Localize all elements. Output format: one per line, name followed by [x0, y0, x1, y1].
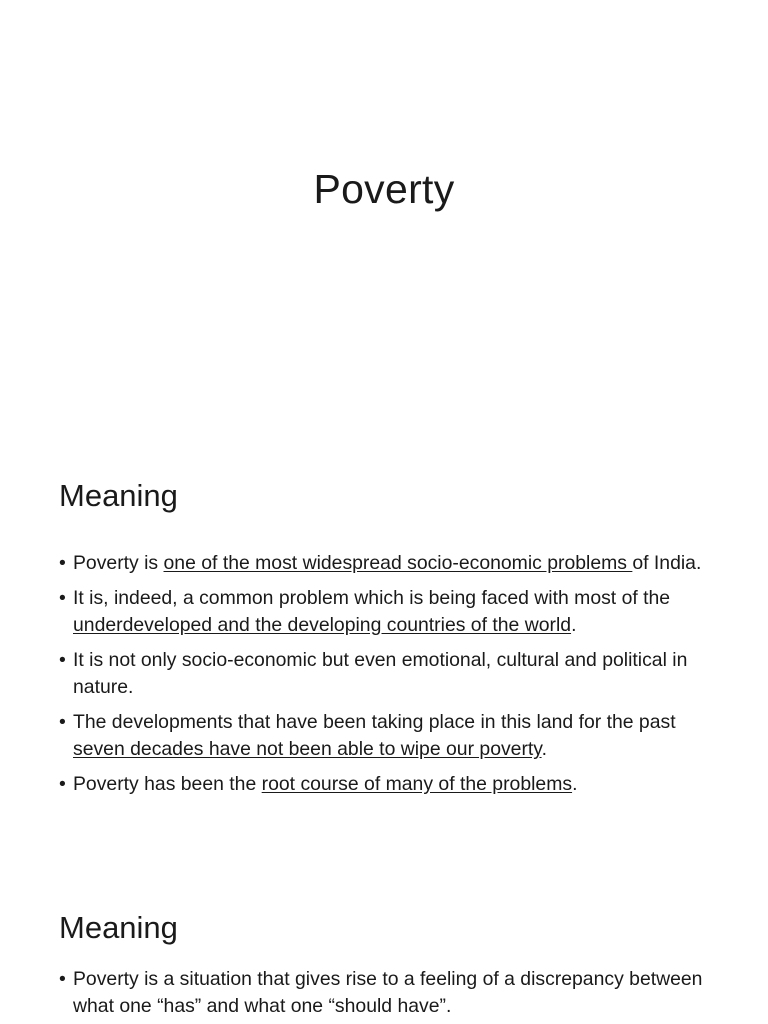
bullet-dot-icon: • [59, 552, 66, 574]
bullet-text: . [571, 614, 577, 636]
bullet-text: . [572, 773, 578, 795]
bullet-list [59, 550, 724, 806]
underlined-text: one of the most widespread socio-economic problems [163, 552, 633, 574]
deck-title: Poverty [313, 166, 455, 212]
underlined-text: root course of many of the problems [261, 773, 573, 795]
bullet-text: Poverty is a situation that gives rise to a feeling of a discrepancy between what one “has” and what one “should have”. [73, 968, 703, 1017]
bullet-item [59, 550, 724, 577]
bullet-text: of India. [632, 552, 702, 574]
bullet-dot-icon: • [59, 711, 66, 733]
section-heading: Meaning [59, 478, 178, 513]
bullet-text: Poverty is [73, 552, 164, 574]
slide-meaning-2 [0, 864, 768, 1024]
bullet-item [59, 585, 724, 639]
bullet-dot-icon: • [59, 649, 66, 671]
bullet-item [59, 771, 724, 798]
bullet-text: It is, indeed, a common problem which is being faced with most of the [73, 587, 671, 609]
bullet-item [59, 647, 724, 701]
bullet-text: Poverty has been the [73, 773, 262, 795]
underlined-text: seven decades have not been able to wipe our poverty [73, 738, 542, 760]
bullet-text: The developments that have been taking place in this land for the past [73, 711, 676, 733]
bullet-dot-icon: • [59, 773, 66, 795]
underlined-text: underdeveloped and the developing countries of the world [73, 614, 572, 636]
bullet-dot-icon: • [59, 587, 66, 609]
bullet-dot-icon: • [59, 968, 66, 990]
bullet-item [59, 966, 724, 1020]
slide-meaning-1 [0, 432, 768, 864]
bullet-list [59, 966, 724, 1024]
section-heading: Meaning [59, 910, 178, 945]
bullet-text: It is not only socio-economic but even emotional, cultural and political in nature. [73, 649, 688, 698]
bullet-text: . [541, 738, 547, 760]
bullet-item [59, 709, 724, 763]
slide-title [0, 0, 768, 432]
